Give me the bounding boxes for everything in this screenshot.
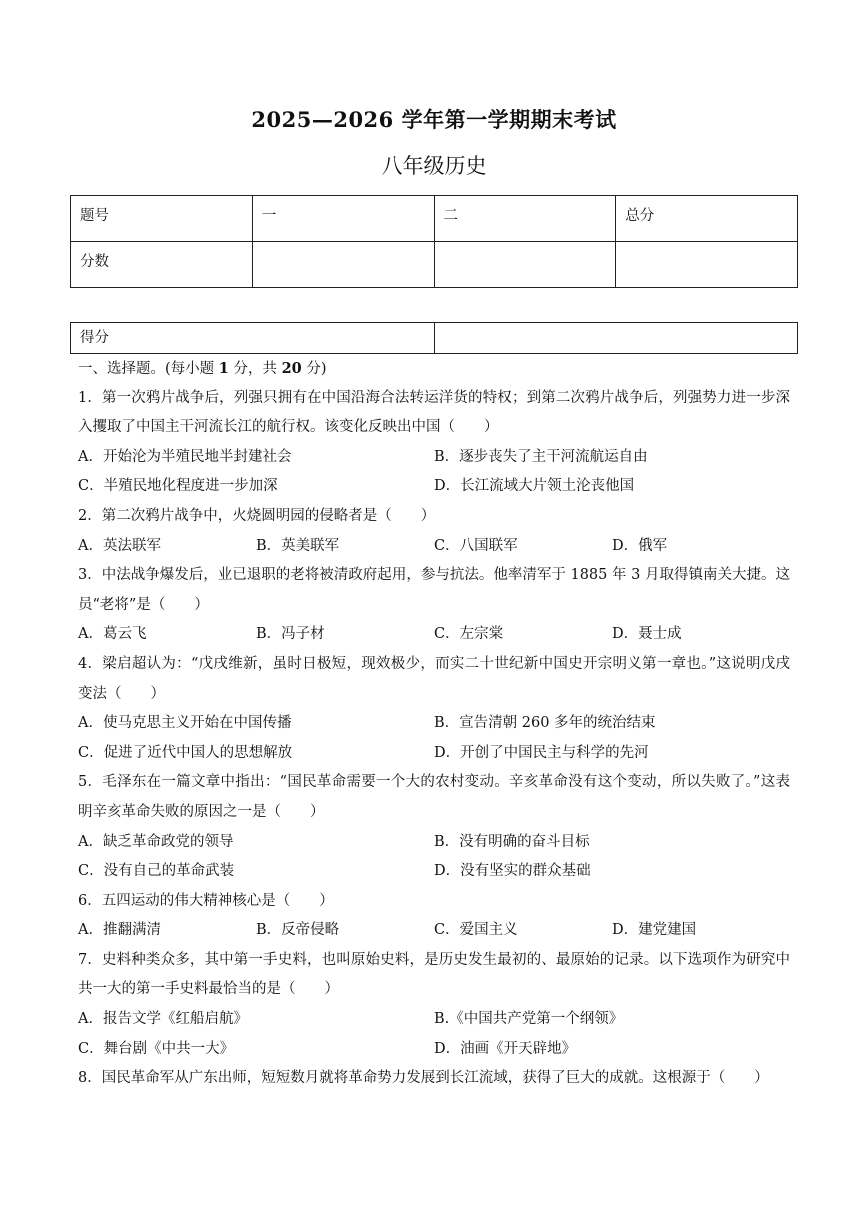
option: D．聂士成 — [612, 626, 682, 643]
option: A．缺乏革命政党的领导 — [78, 833, 234, 850]
option-row — [78, 739, 790, 769]
option: D．长江流域大片领土沦丧他国 — [434, 478, 635, 495]
option: B．反帝侵略 — [256, 922, 340, 939]
section-suffix: 分) — [301, 361, 327, 377]
section-prefix: 一、选择题。(每小题 — [78, 361, 219, 377]
option: D．开创了中国民主与科学的先河 — [434, 744, 649, 761]
question-list — [78, 354, 790, 1094]
question-stem: 3．中法战争爆发后，业已退职的老将被清政府起用，参与抗法。他率清军于 1885 年 3 月取得镇南关大捷。这员“老将”是（ ） — [78, 567, 790, 613]
option-row — [78, 828, 790, 858]
option: C．促进了近代中国人的思想解放 — [78, 744, 293, 761]
option-row — [78, 532, 790, 562]
option: D．油画《开天辟地》 — [434, 1040, 577, 1057]
section-total: 20 — [281, 360, 302, 377]
option-row — [78, 709, 790, 739]
section-mid: 分，共 — [228, 361, 282, 377]
option: B．英美联军 — [256, 537, 340, 554]
option: C．八国联军 — [434, 537, 518, 554]
option: B.《中国共产党第一个纲领》 — [434, 1011, 624, 1028]
score-cell — [434, 242, 616, 288]
score-cell: 二 — [434, 196, 616, 242]
option: A．报告文学《红船启航》 — [78, 1011, 248, 1028]
score-table-row-header — [71, 196, 798, 242]
option-row — [78, 916, 790, 946]
option: A．葛云飞 — [78, 626, 147, 643]
option: B．冯子材 — [256, 626, 325, 643]
question-stem: 8．国民革命军从广东出师，短短数月就将革命势力发展到长江流域，获得了巨大的成就。这根源于（ ） — [78, 1070, 769, 1087]
question-stem: 6．五四运动的伟大精神核心是（ ） — [78, 892, 334, 909]
defen-row — [71, 323, 798, 354]
option-row — [78, 472, 790, 502]
option: B．没有明确的奋斗目标 — [434, 833, 590, 850]
score-cell — [616, 242, 798, 288]
question-stem: 7．史料种类众多，其中第一手史料，也叫原始史料，是历史发生最初的、最原始的记录。以下选项作为研究中共一大的第一手史料最恰当的是（ ） — [78, 951, 790, 998]
question — [78, 650, 790, 768]
option-row — [78, 443, 790, 473]
option: D．俄军 — [612, 537, 668, 554]
defen-table — [70, 322, 798, 354]
question — [78, 887, 790, 946]
option: B．逐步丧失了主干河流航运自由 — [434, 448, 648, 465]
question — [78, 946, 790, 1064]
section-points-each: 1 — [218, 360, 229, 377]
option-row — [78, 1005, 790, 1035]
option: A．使马克思主义开始在中国传播 — [78, 715, 292, 732]
option: C．爱国主义 — [434, 922, 518, 939]
question-stem: 1．第一次鸦片战争后，列强只拥有在中国沿海合法转运洋货的特权；到第二次鸦片战争后，列强势力进一步深入攫取了中国主干河流长江的航行权。该变化反映出中国（ ） — [78, 389, 790, 436]
option: C．左宗棠 — [434, 626, 504, 643]
score-cell — [252, 242, 434, 288]
defen-label: 得分 — [71, 323, 435, 354]
option-row — [78, 1035, 790, 1065]
question-stem: 2．第二次鸦片战争中，火烧圆明园的侵略者是（ ） — [78, 507, 436, 524]
question-stem: 5．毛泽东在一篇文章中指出：“国民革命需要一个大的农村变动。辛亥革命没有这个变动，所以失败了。”这表明辛亥革命失败的原因之一是（ ） — [78, 774, 790, 820]
score-cell: 分数 — [71, 242, 253, 288]
question — [78, 561, 790, 650]
exam-title: 2025—2026 学年第一学期期末考试 — [251, 107, 617, 132]
option: B．宣告清朝 260 多年的统治结束 — [434, 715, 656, 732]
defen-value — [434, 323, 798, 354]
option-row — [78, 857, 790, 887]
option-row — [78, 620, 790, 650]
option: D．建党建国 — [612, 922, 697, 939]
score-cell: 题号 — [71, 196, 253, 242]
option: C．舞台剧《中共一大》 — [78, 1040, 235, 1057]
question — [78, 1064, 790, 1094]
question — [78, 384, 790, 502]
score-table-row-scores — [71, 242, 798, 288]
question — [78, 768, 790, 886]
option: D．没有坚实的群众基础 — [434, 863, 591, 880]
question — [78, 502, 790, 561]
option: C．没有自己的革命武装 — [78, 863, 235, 880]
option: A．开始沦为半殖民地半封建社会 — [78, 448, 292, 465]
score-cell: 一 — [252, 196, 434, 242]
option: C．半殖民地化程度进一步加深 — [78, 478, 278, 495]
score-table — [70, 195, 798, 288]
score-cell: 总分 — [616, 196, 798, 242]
option: A．英法联军 — [78, 537, 161, 554]
section-heading — [78, 354, 790, 384]
option: A．推翻满清 — [78, 922, 161, 939]
question-stem: 4．梁启超认为：“戊戌维新，虽时日极短，现效极少，而实二十世纪新中国史开宗明义第一章也。”这说明戊戌变法（ ） — [78, 655, 790, 702]
exam-subtitle: 八年级历史 — [381, 154, 487, 178]
